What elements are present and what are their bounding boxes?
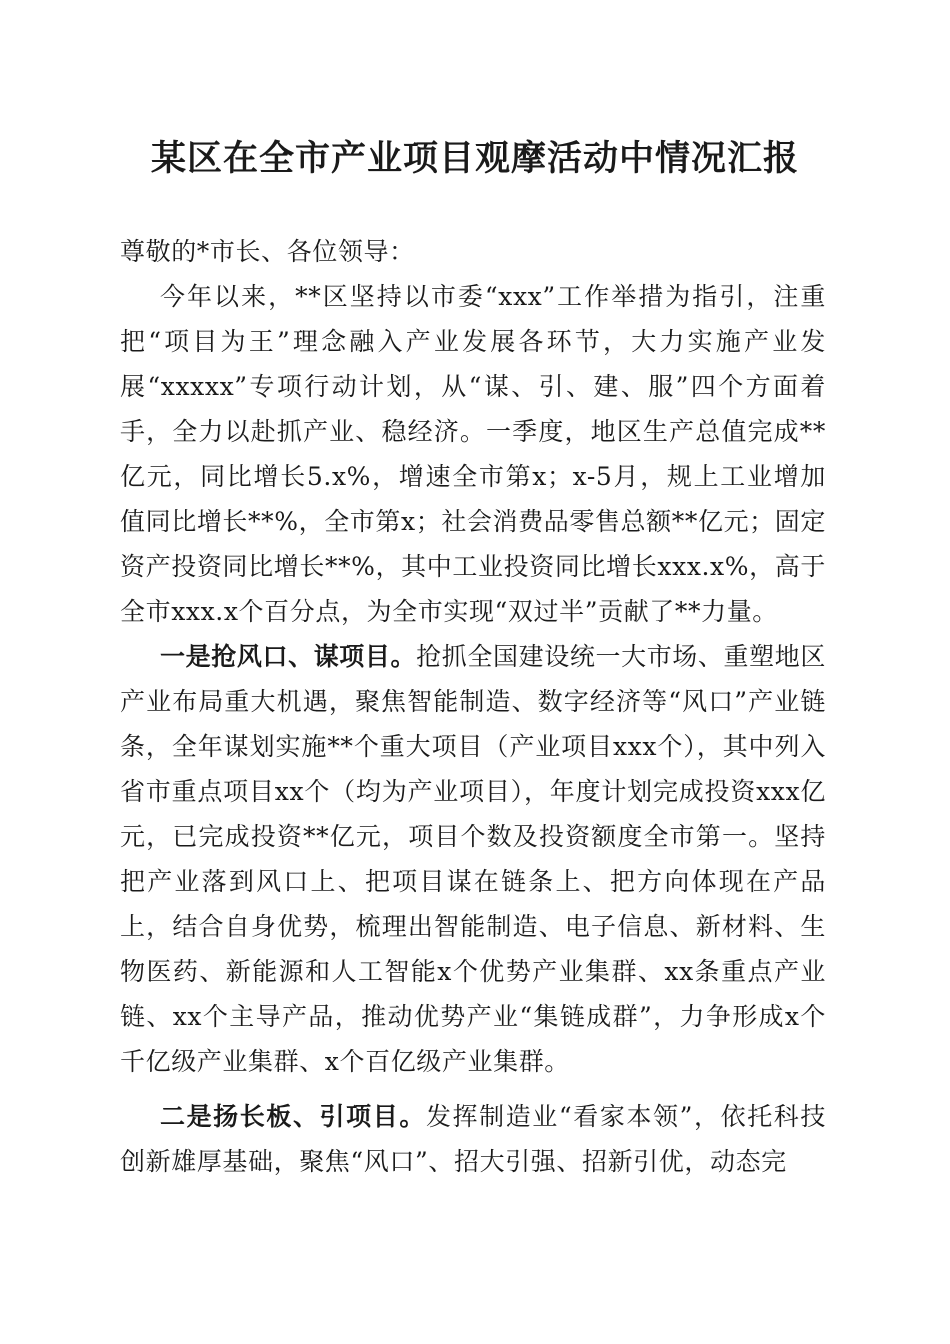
section-2-heading: 二是扬长板、引项目。 <box>160 1102 426 1131</box>
paragraph-intro <box>120 274 826 634</box>
paragraph-section-1 <box>120 634 826 1084</box>
section-1-heading: 一是抢风口、谋项目。 <box>160 642 417 671</box>
paragraph-intro-text: 今年以来，**区坚持以市委“xxx”工作举措为指引，注重把“项目为王”理念融入产业发展各环节，大力实施产业发展“xxxxx”专项行动计划，从“谋、引、建、服”四个方面着手，全力以赴抓产业、稳经济。一季度，地区生产总值完成**亿元，同比增长5.x%，增速全市第x；x-5月，规上工业增加值同比增长**%，全市第x；社会消费品零售总额**亿元；固定资产投资同比增长**%，其中工业投资同比增长xxx.x%，高于全市xxx.x个百分点，为全市实现“双过半”贡献了**力量。 <box>120 282 826 626</box>
paragraph-section-2 <box>120 1094 826 1184</box>
section-2-text: 发挥制造业“看家本领”，依托科技创新雄厚基础，聚焦“风口”、招大引强、招新引优，动态完 <box>120 1102 826 1176</box>
document-title: 某区在全市产业项目观摩活动中情况汇报 <box>150 138 799 179</box>
section-1-text: 抢抓全国建设统一大市场、重塑地区产业布局重大机遇，聚焦智能制造、数字经济等“风口”产业链条，全年谋划实施**个重大项目（产业项目xxx个），其中列入省市重点项目xx个（均为产业项目），年度计划完成投资xxx亿元，已完成投资**亿元，项目个数及投资额度全市第一。坚持把产业落到风口上、把项目谋在链条上、把方向体现在产品上，结合自身优势，梳理出智能制造、电子信息、新材料、生物医药、新能源和人工智能x个优势产业集群、xx条重点产业链、xx个主导产品，推动优势产业“集链成群”，力争形成x个千亿级产业集群、x个百亿级产业集群。 <box>120 642 826 1076</box>
document-body <box>120 229 826 1184</box>
salutation: 尊敬的*市长、各位领导： <box>120 237 415 266</box>
